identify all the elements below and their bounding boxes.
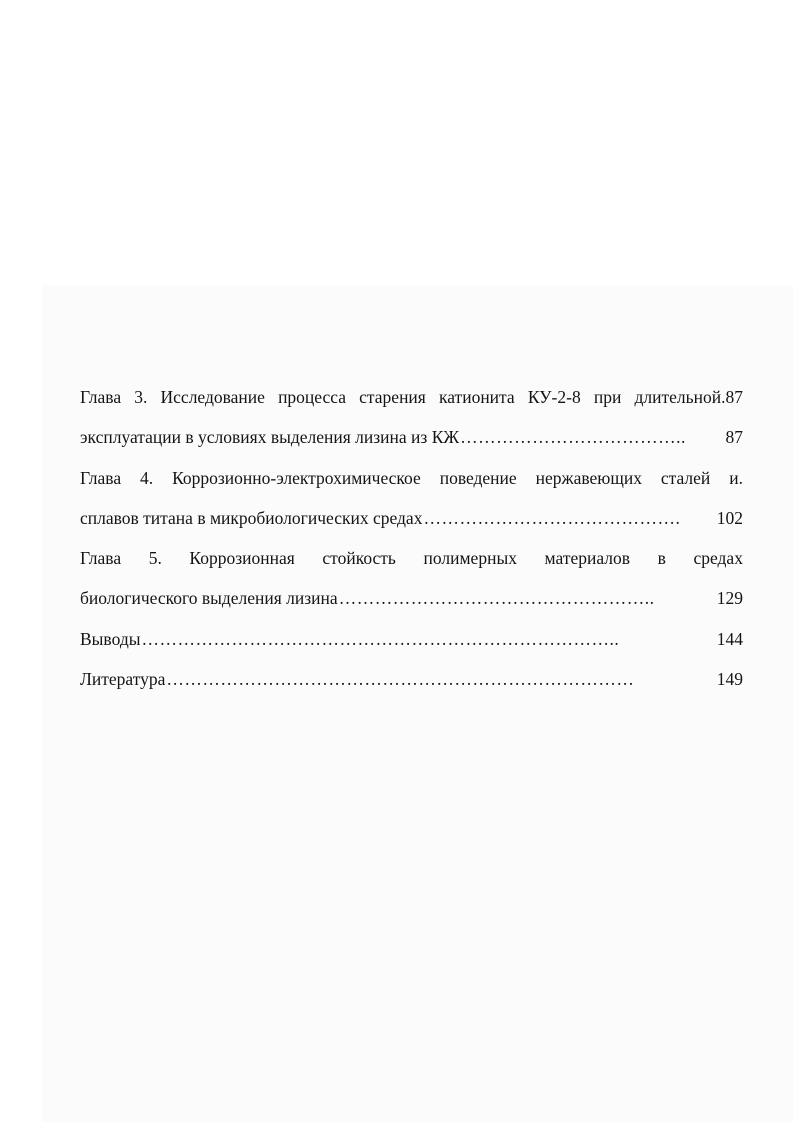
toc-word: Коррозионно-электрохимическое [172,467,421,488]
toc-word: катионита [439,387,515,407]
toc-word: материалов [544,548,631,569]
toc-page-number: 149 [716,669,743,690]
toc-entry-chapter-3-line-1 [80,387,743,407]
toc-dot-leader: …………………………………………….. [338,588,655,609]
toc-word: стойкость [322,548,396,569]
toc-word: средах [693,548,743,569]
toc-word: длительной.87 [634,387,743,407]
toc-dot-leader: ……………………………………. [423,507,681,528]
toc-word: нержавеющих [535,467,642,488]
toc-word: при [593,387,622,407]
toc-dot-leader: …………………………………………………………………….. [141,628,620,649]
toc-word: старения [359,387,426,407]
toc-entry-text: эксплуатации в условиях выделения лизина из КЖ [80,427,460,448]
table-of-contents [80,387,743,689]
toc-entry-text: Выводы [80,628,141,649]
toc-word: поведение [439,467,517,488]
toc-page-number: 144 [716,628,743,649]
toc-word: Исследование [160,387,265,407]
toc-entry-literature [80,669,743,689]
toc-word: в [657,548,666,569]
toc-entry-chapter-4-line-2 [80,508,743,528]
toc-entry-chapter-5-line-2 [80,588,743,608]
toc-dot-leader: ……………………………….. [460,427,686,448]
toc-entry-chapter-3-line-2 [80,427,743,447]
toc-entry-chapter-4-line-1 [80,468,743,488]
toc-word: Коррозионная [189,548,295,569]
toc-word: и. [729,467,743,488]
toc-word: сталей [660,467,711,488]
toc-entry-chapter-5-line-1 [80,548,743,568]
toc-word: КУ-2-8 [527,387,581,407]
toc-entry-text: сплавов титана в микробиологических средах [80,507,423,528]
toc-word: Глава [80,548,122,569]
toc-word: процесса [278,387,347,407]
toc-page-number: 129 [716,588,743,609]
toc-entry-text: биологического выделения лизина [80,588,338,609]
toc-entry-conclusions [80,629,743,649]
toc-word: полимерных [423,548,517,569]
toc-word: 4. [140,467,154,488]
toc-page-number: 87 [725,427,743,448]
toc-dot-leader: …………………………………………………………………… [166,669,635,690]
toc-word: Глава [80,467,122,488]
toc-word: Глава [80,387,122,407]
toc-word: 5. [148,548,162,569]
toc-page-number: 102 [716,507,743,528]
toc-word: 3. [134,387,148,407]
toc-entry-text: Литература [80,669,166,690]
